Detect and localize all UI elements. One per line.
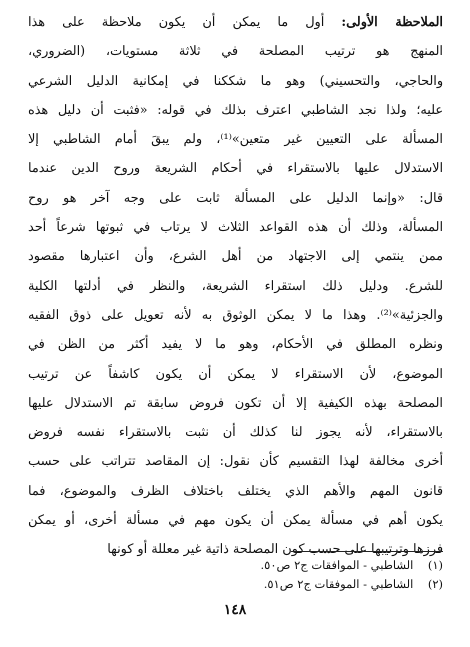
body-line: يكون أهم في مسألة يمكن أن يكون مهم في مسألة أخرى، أو يمكن <box>28 513 443 529</box>
body-line: الموضوع، لأن الاستقراء لا يمكن أن يكون كاشفاً عن ترتيب <box>28 366 443 382</box>
body-line: فرزها وترتيبها على حسب كون المصلحة ذاتية غير معللة أو كونها <box>107 542 443 558</box>
body-line: والحاجي، والتحسيني) وهو ما شككنا في إمكانية الدليل الشرعي <box>28 73 443 89</box>
page-number: ١٤٨ <box>223 602 247 618</box>
footnote-number: (٢) <box>427 577 443 591</box>
body-line: الاستدلال عليها بالاستقراء في أحكام الشريعة وروح الدين عندما <box>28 161 443 177</box>
body-line: الملاحظة الأولى: أول ما يمكن أن يكون ملاحظة على هذا <box>28 15 443 30</box>
footnotes <box>28 556 443 594</box>
body-line: ونظره المطلق في الأحكام، وهو ما لا يفيد أكثر من الظن في <box>28 337 443 353</box>
body-line: والجزئية»⁽²⁾. وهذا ما لا يمكن الوثوق به لأنه تعويل على ذوق الفقيه <box>28 307 443 323</box>
body-line: أخرى مخالفة لهذا التقسيم كأن نقول: إن المقاصد تتراتب على حسب <box>28 454 443 470</box>
footnote-text: الشاطبي - الموافقات ج٢ ص٥٠. <box>260 558 414 572</box>
body-line: المسألة على التعيين غير متعين»⁽¹⁾، ولم يبقَ أمام الشاطبي إلا <box>28 132 443 148</box>
footnote-text: الشاطبي - الموفقات ج٢ ص٥١. <box>263 577 414 591</box>
body-text <box>28 8 443 565</box>
footnote-1 <box>28 556 443 575</box>
body-line: المسألة، وذلك أن هذه القواعد الثلاث لا يرتاب في ثبوتها شرعاً أحد <box>28 220 443 236</box>
footnote-2 <box>28 575 443 594</box>
note-heading: الملاحظة الأولى: <box>341 15 443 30</box>
footnote-separator <box>291 551 443 552</box>
body-line: عليه؛ ولذا نجد الشاطبي اعترف بذلك في قوله: «فثبت أن دليل هذه <box>28 102 443 118</box>
body-line: المنهج هو ترتيب المصلحة في ثلاثة مستويات، (الضروري، <box>28 44 443 60</box>
body-line: قانون المهم والأهم الذي يختلف باختلاف الظرف والموضوع، فما <box>28 483 443 499</box>
body-line: للشرع. ودليل ذلك استقراء الشريعة، والنظر في أدلتها الكلية <box>28 278 443 294</box>
body-line: ممن ينتمي إلى الاجتهاد من أهل الشرع، وأن اعتبارها مقصود <box>28 249 443 265</box>
footnote-number: (١) <box>427 558 443 572</box>
body-line: بالاستقراء، لأنه يجوز لنا كذلك أن نثبت بالاستقراء نفسه فروض <box>28 425 443 441</box>
body-line: المصلحة بهذه الكيفية إلا أن تكون فروض سابقة تم الاستدلال عليها <box>28 395 443 411</box>
body-line: قال: «وإنما الدليل على المسألة ثابت على وجه آخر هو روح <box>28 190 443 206</box>
